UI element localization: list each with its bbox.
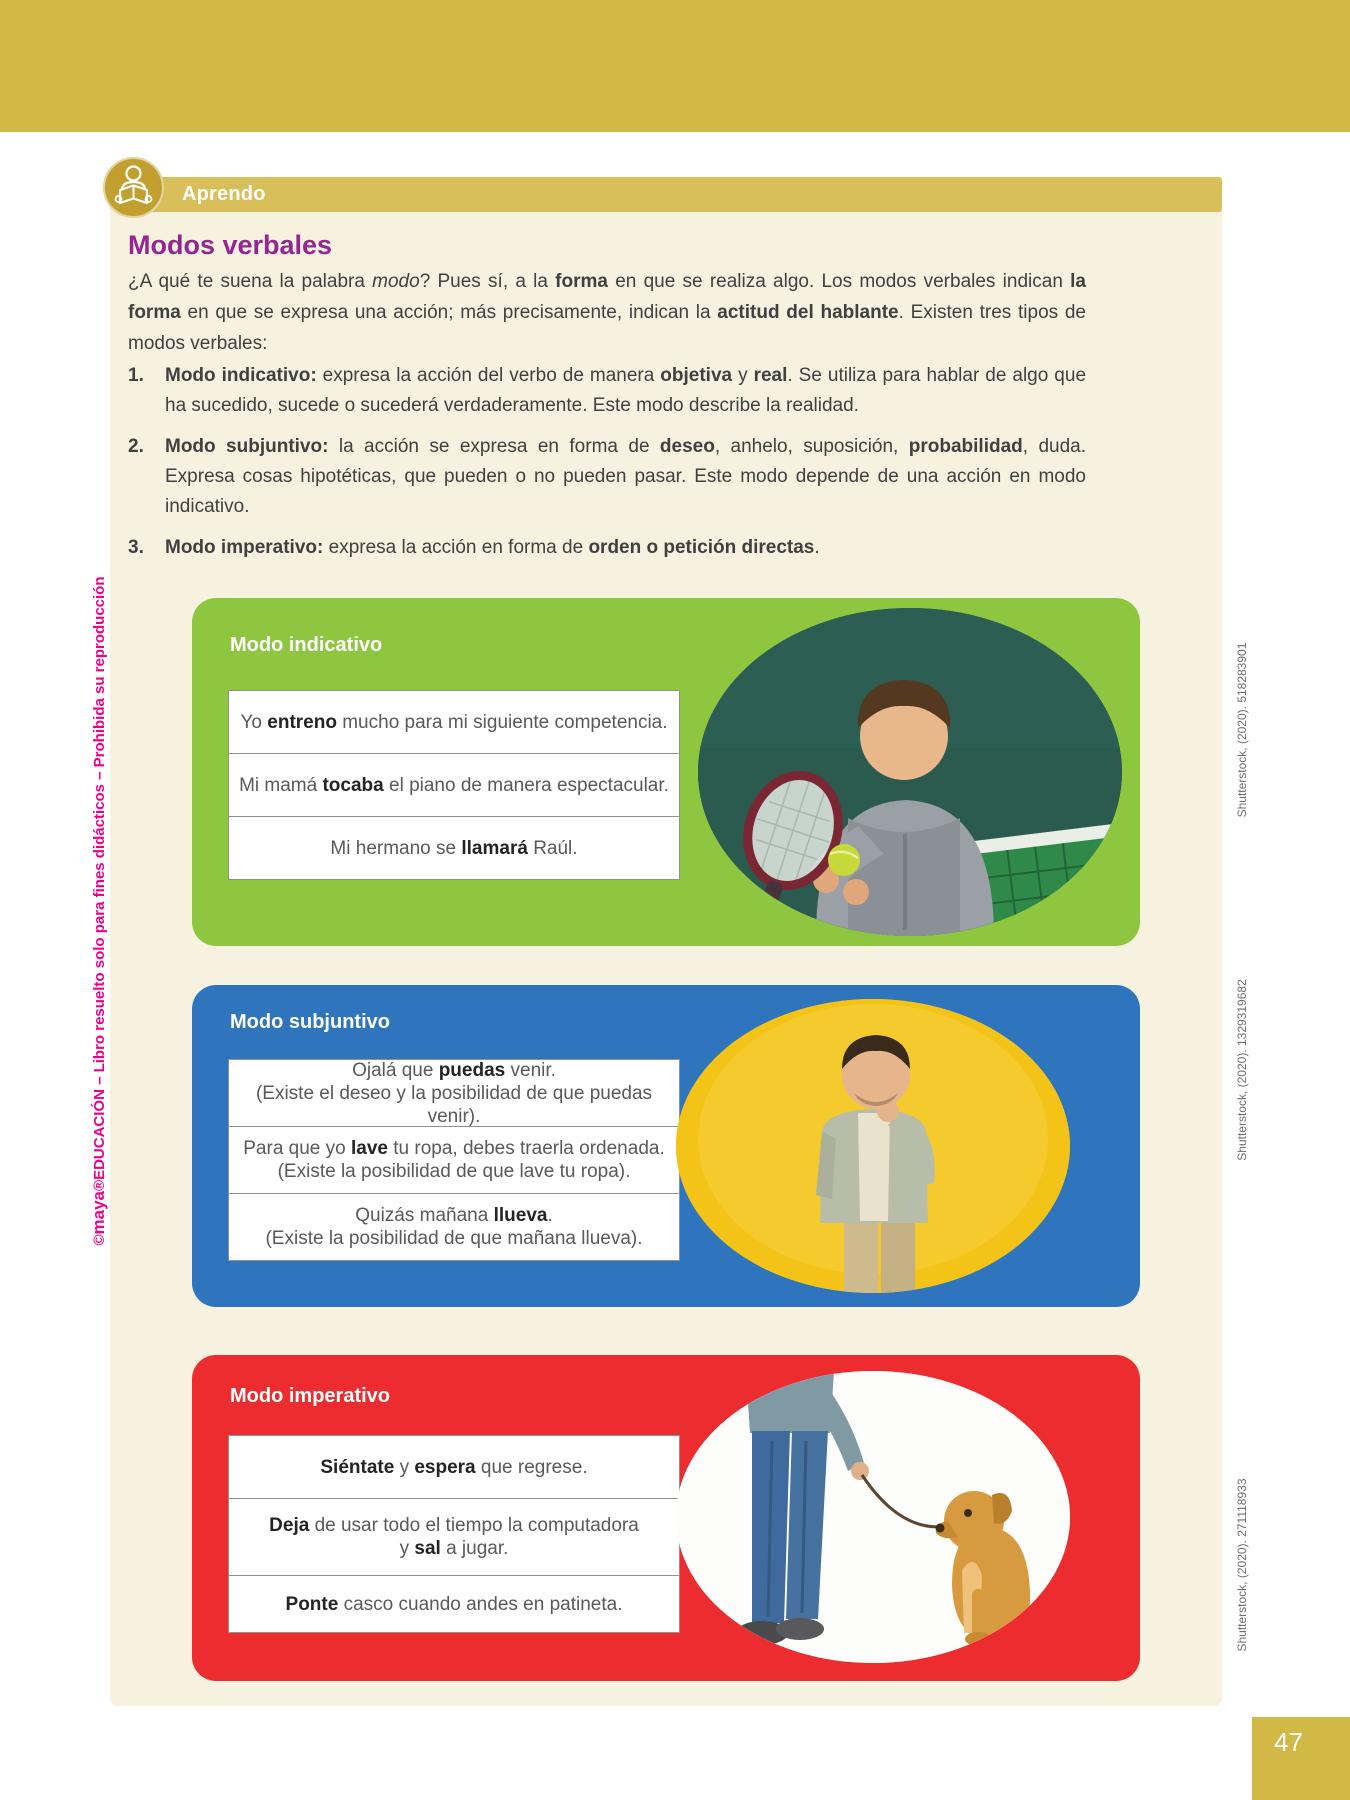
list-item-imperativo [128,533,1086,563]
list-number: 3. [128,537,144,558]
example-sentence: Siéntate y espera que regrese. [228,1435,680,1499]
example-sentence: Para que yo lave tu ropa, debes traerla ordenada. (Existe la posibilidad de que lave tu ropa). [228,1126,680,1194]
boy-tennis-photo [698,608,1122,936]
card-imperativo [192,1355,1140,1681]
example-boxes [228,1435,680,1633]
modes-list [128,361,1086,574]
list-item-text: Modo imperativo: expresa la acción en forma de orden o petición directas. [165,537,820,558]
reader-icon [103,157,164,218]
example-boxes [228,690,680,880]
image-credit: Shutterstock, (2020). 271118933 [1235,1478,1249,1652]
intro-paragraph: ¿A qué te suena la palabra modo? Pues sí, a la forma en que se realiza algo. Los modos verbales indican la forma en que se expresa una acción; más precisamente, indican la actitud del hablante. Existen tres tipos de modos verbales: [128,271,1086,354]
list-number: 2. [128,436,144,457]
example-sentence: Ojalá que puedas venir. (Existe el deseo y la posibilidad de que puedas venir). [228,1059,680,1127]
list-item-text: Modo indicativo: expresa la acción del verbo de manera objetiva y real. Se utiliza para hablar de algo que ha sucedido, sucede o sucederá verdaderamente. Este modo describe la realidad. [165,365,1087,416]
example-boxes [228,1059,680,1261]
list-number: 1. [128,365,144,386]
page-title: Modos verbales [128,230,333,260]
top-band [0,0,1350,132]
example-sentence: Ponte casco cuando andes en patineta. [228,1575,680,1633]
list-item-subjuntivo [128,432,1086,522]
person-dog-photo [676,1371,1070,1663]
man-thinking-photo [676,999,1070,1293]
list-item-text: Modo subjuntivo: la acción se expresa en forma de deseo, anhelo, suposición, probabilidad, duda. Expresa cosas hipotéticas, que pueden o no pueden pasar. Este modo depende de una acción en modo indicativo. [165,436,1086,517]
example-sentence: Yo entreno mucho para mi siguiente competencia. [228,690,680,754]
copyright-sidebar: ©maya®EDUCACIÓN – Libro resuelto solo para fines didácticos – Prohibida su reproducción [89,576,108,1246]
image-credit: Shutterstock, (2020). 1329319682 [1235,979,1249,1161]
image-credit: Shutterstock, (2020). 518283901 [1235,642,1249,818]
example-sentence: Quizás mañana llueva. (Existe la posibilidad de que mañana llueva). [228,1193,680,1261]
section-label: Aprendo [182,183,266,205]
card-title: Modo imperativo [230,1385,391,1407]
page-number: 47 [1274,1727,1303,1757]
card-indicativo [192,598,1140,946]
example-sentence: Mi mamá tocaba el piano de manera espectacular. [228,753,680,817]
card-subjuntivo [192,985,1140,1307]
example-sentence: Deja de usar todo el tiempo la computadora y sal a jugar. [228,1498,680,1576]
section-header-bar [122,177,1222,212]
list-item-indicativo [128,361,1086,421]
page-number-box [1252,1717,1350,1800]
card-title: Modo subjuntivo [230,1011,390,1033]
example-sentence: Mi hermano se llamará Raúl. [228,816,680,880]
card-title: Modo indicativo [230,634,383,656]
